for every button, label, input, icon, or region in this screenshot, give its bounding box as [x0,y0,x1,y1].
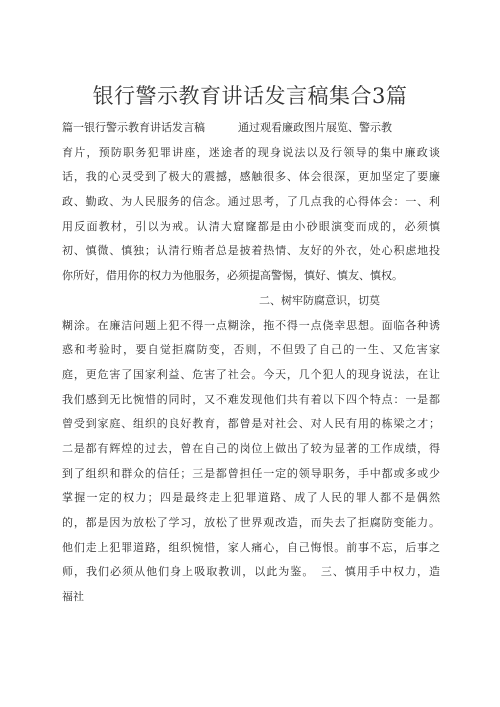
text-line: 掌握一定的权力；四是最终走上犯罪道路、成了人民的罪人都不是偶然 [62,491,440,505]
text-line: 二是都有辉煌的过去，曾在自己的岗位上做出了较为显著的工作成绩，得 [62,441,440,455]
document-body [62,116,440,610]
text-line: 我们感到无比惋惜的同时，又不难发现他们共有着以下四个特点：一是都 [62,392,440,406]
text-line: 篇一银行警示教育讲话发言稿 通过观看廉政图片展览、警示教 [62,121,392,134]
text-line: 到了组织和群众的信任；三是都曾担任一定的领导职务，手中都或多或少 [62,466,440,480]
text-line: 福社 [62,590,84,604]
text-line: 师，我们必须从他们身上吸取教训，以此为鉴。 三、慎用手中权力，造 [62,565,440,579]
text-line: 初、慎微、慎独；认清行贿者总是披着热情、友好的外衣，处心积虑地投 [62,244,440,258]
text-line: 二、树牢防腐意识，切莫 [259,293,380,307]
text-line: 曾受到家庭、组织的良好教育，都曾是对社会、对人民有用的栋梁之才； [62,417,440,431]
text-line: 用反面教材，引以为戒。认清大窟窿都是由小砂眼演变而成的，必须慎 [62,219,440,233]
text-line: 话，我的心灵受到了极大的震撼，感触很多、体会很深，更加坚定了要廉 [62,170,440,184]
text-line: 你所好，借用你的权力为他服务，必须提高警惕，慎好、慎友、慎权。 [62,269,403,283]
text-line: 他们走上犯罪道路，组织惋惜，家人痛心，自己悔恨。前事不忘，后事之 [62,540,440,554]
text-line: 的，都是因为放松了学习，放松了世界观改造，而失去了拒腐防变能力。 [62,516,440,529]
text-line: 庭，更危害了国家利益、危害了社会。今天，几个犯人的现身说法，在让 [62,367,440,381]
text-line: 政、勤政、为人民服务的信念。通过思考，了几点我的心得体会：一、利 [62,195,440,209]
text-line: 育片，预防职务犯罪讲座，迷途者的现身说法以及行领导的集中廉政谈 [62,145,440,159]
document-title: 银行警示教育讲话发言稿集合3篇 [92,84,408,108]
text-line: 糊涂。在廉洁问题上犯不得一点糊涂，拖不得一点侥幸思想。面临各种诱 [62,318,440,332]
text-line: 惑和考验时，要自觉拒腐防变，否则，不但毁了自己的一生、又危害家 [62,343,440,357]
